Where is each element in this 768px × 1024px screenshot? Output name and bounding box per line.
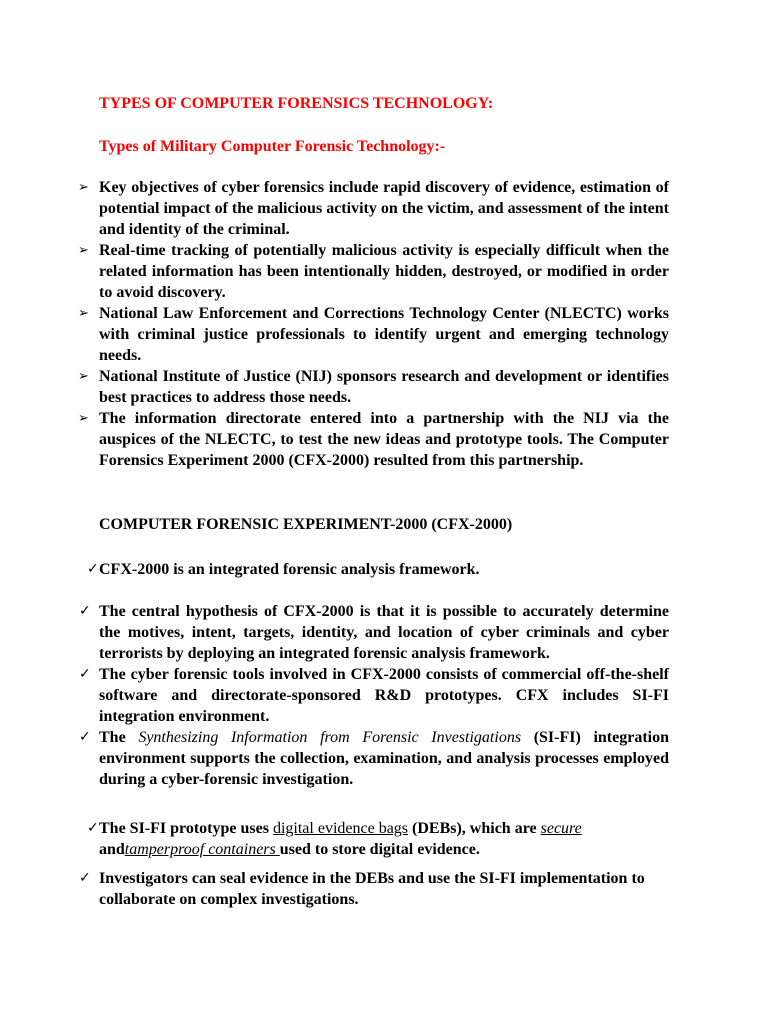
list-item: ➢ The information directorate entered into a partnership with the NIJ via the auspices of the NLECTC, to test the new ideas and prototype tools. The Computer Forensics Experiment 2000 (CFX-2000) resulted from this partnership. — [78, 410, 669, 469]
page-title: TYPES OF COMPUTER FORENSICS TECHNOLOGY: — [99, 95, 494, 112]
arrow-bullet-icon: ➢ — [78, 306, 89, 321]
si-fi-title: Synthesizing Information from Forensic Investigations — [138, 729, 522, 746]
cfx-check-list-4 — [0, 868, 768, 910]
list-item: ➢ Real-time tracking of potentially malicious activity is especially difficult when the related information has been intentionally hidden, destroyed, or modified in order to avoid discovery. — [78, 242, 669, 301]
link-secure[interactable]: secure — [540, 820, 582, 837]
check-mark-icon: ✓ — [87, 820, 99, 836]
arrow-bullet-icon: ➢ — [78, 369, 89, 384]
list-item: ✓ The cyber forensic tools involved in CFX-2000 consists of commercial off-the-shelf software and directorate-sponsored R&D prototypes. CFX includes SI-FI integration environment. — [79, 666, 669, 725]
cfx-check-list-2 — [0, 601, 768, 790]
check-mark-icon: ✓ — [87, 561, 99, 577]
objectives-list — [0, 177, 768, 471]
check-mark-icon: ✓ — [79, 870, 91, 886]
check-mark-icon: ✓ — [79, 666, 91, 682]
list-item: ✓ CFX-2000 is an integrated forensic analysis framework. — [87, 561, 480, 578]
list-item: ✓ Investigators can seal evidence in the DEBs and use the SI-FI implementation to collaborate on complex investigations. — [79, 870, 645, 908]
check-mark-icon: ✓ — [79, 603, 91, 619]
section-subtitle: Types of Military Computer Forensic Technology:- — [99, 138, 446, 155]
list-item: ✓ The SI-FI prototype uses digital evidence bags (DEBs), which are secure andtamperproof containers used to store digital evidence. — [87, 820, 582, 858]
check-mark-icon: ✓ — [79, 729, 91, 745]
arrow-bullet-icon: ➢ — [78, 411, 89, 426]
cfx-section-heading: COMPUTER FORENSIC EXPERIMENT-2000 (CFX-2000) — [99, 516, 513, 533]
list-item: ➢ National Law Enforcement and Corrections Technology Center (NLECTC) works with criminal justice professionals to identify urgent and emerging technology needs. — [78, 305, 669, 364]
link-tamperproof-containers[interactable]: tamperproof containers — [124, 841, 280, 858]
list-item: ✓ The Synthesizing Information from Forensic Investigations (SI-FI) integration environment supports the collection, examination, and analysis processes employed during a cyber-forensic investigation. — [79, 729, 670, 788]
cfx-check-list-1 — [0, 559, 768, 580]
list-item: ✓ The central hypothesis of CFX-2000 is that it is possible to accurately determine the motives, intent, targets, identity, and location of cyber criminals and cyber terrorists by deploying an integrated forensic analysis framework. — [79, 603, 669, 662]
link-digital-evidence-bags[interactable]: digital evidence bags — [272, 820, 409, 837]
arrow-bullet-icon: ➢ — [78, 243, 89, 258]
list-item: ➢ National Institute of Justice (NIJ) sponsors research and development or identifies best practices to address those needs. — [78, 368, 669, 406]
cfx-check-list-3 — [0, 818, 768, 860]
list-item: ➢ Key objectives of cyber forensics include rapid discovery of evidence, estimation of potential impact of the malicious activity on the victim, and assessment of the intent and identity of the criminal. — [78, 179, 669, 238]
arrow-bullet-icon: ➢ — [78, 180, 89, 195]
